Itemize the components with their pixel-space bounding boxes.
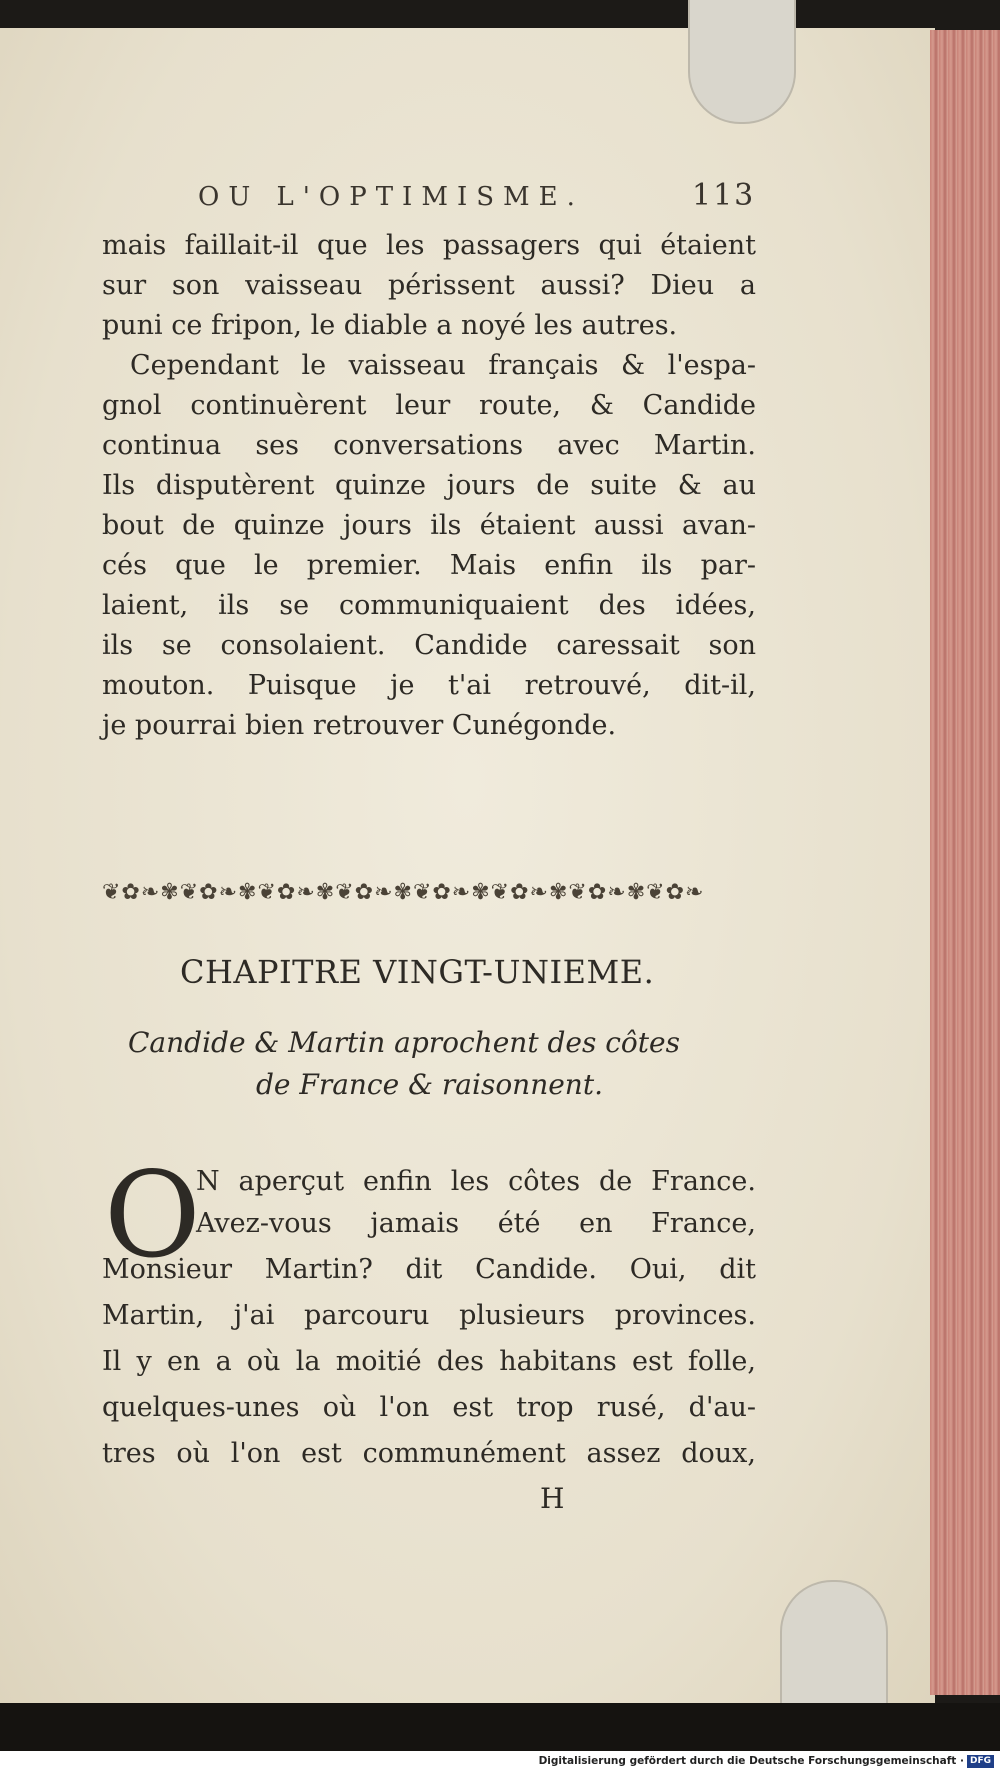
drop-cap: O — [104, 1146, 201, 1284]
text-line: Avez-vous jamais été en France, — [196, 1208, 756, 1239]
text-line: N aperçut enfin les côtes de France. — [196, 1166, 756, 1197]
text-line: Cependant le vaisseau français & l'espa- — [130, 350, 756, 381]
text-line: cés que le premier. Mais enfin ils par- — [102, 550, 756, 581]
text-line: Il y en a où la moitié des habitans est folle, — [102, 1346, 756, 1377]
text-line: Ils disputèrent quinze jours de suite & au — [102, 470, 756, 501]
text-line: quelques-unes où l'on est trop rusé, d'au- — [102, 1392, 756, 1423]
chapter-subtitle: de France & raisonnent. — [256, 1068, 603, 1101]
catchword: H — [540, 1482, 565, 1515]
text-line: bout de quinze jours ils étaient aussi avan- — [102, 510, 756, 541]
chapter-subtitle: Candide & Martin aprochent des côtes — [128, 1026, 680, 1059]
text-line: continua ses conversations avec Martin. — [102, 430, 756, 461]
page-clip-top — [688, 0, 796, 124]
credit-text: Digitalisierung gefördert durch die Deutsche Forschungsgemeinschaft · — [538, 1755, 964, 1767]
text-line: mais faillait-il que les passagers qui étaient — [102, 230, 756, 261]
text-line: ils se consolaient. Candide caressait son — [102, 630, 756, 661]
page-number: 113 — [692, 178, 756, 213]
text-line: sur son vaisseau périssent aussi? Dieu a — [102, 270, 756, 301]
running-head: OU L'OPTIMISME. — [198, 182, 584, 212]
text-line: je pourrai bien retrouver Cunégonde. — [102, 710, 617, 741]
dfg-logo: DFG — [967, 1755, 994, 1768]
scan-background — [0, 1703, 1000, 1751]
page-clip-bottom — [780, 1580, 888, 1712]
digitization-credit — [0, 1751, 1000, 1771]
text-line: gnol continuèrent leur route, & Candide — [102, 390, 756, 421]
text-line: mouton. Puisque je t'ai retrouvé, dit-il, — [102, 670, 756, 701]
text-line: puni ce fripon, le diable a noyé les autres. — [102, 310, 678, 341]
page-edge — [930, 30, 1000, 1695]
text-line: tres où l'on est communément assez doux, — [102, 1438, 756, 1469]
text-line: Martin, j'ai parcouru plusieurs provinces. — [102, 1300, 756, 1331]
text-line: laient, ils se communiquaient des idées, — [102, 590, 756, 621]
text-line: Monsieur Martin? dit Candide. Oui, dit — [102, 1254, 756, 1285]
chapter-title: CHAPITRE VINGT-UNIEME. — [180, 953, 655, 991]
ornamental-divider: ❦✿❧✾❦✿❧✾❦✿❧✾❦✿❧✾❦✿❧✾❦✿❧✾❦✿❧✾❦✿❧ — [102, 880, 705, 905]
